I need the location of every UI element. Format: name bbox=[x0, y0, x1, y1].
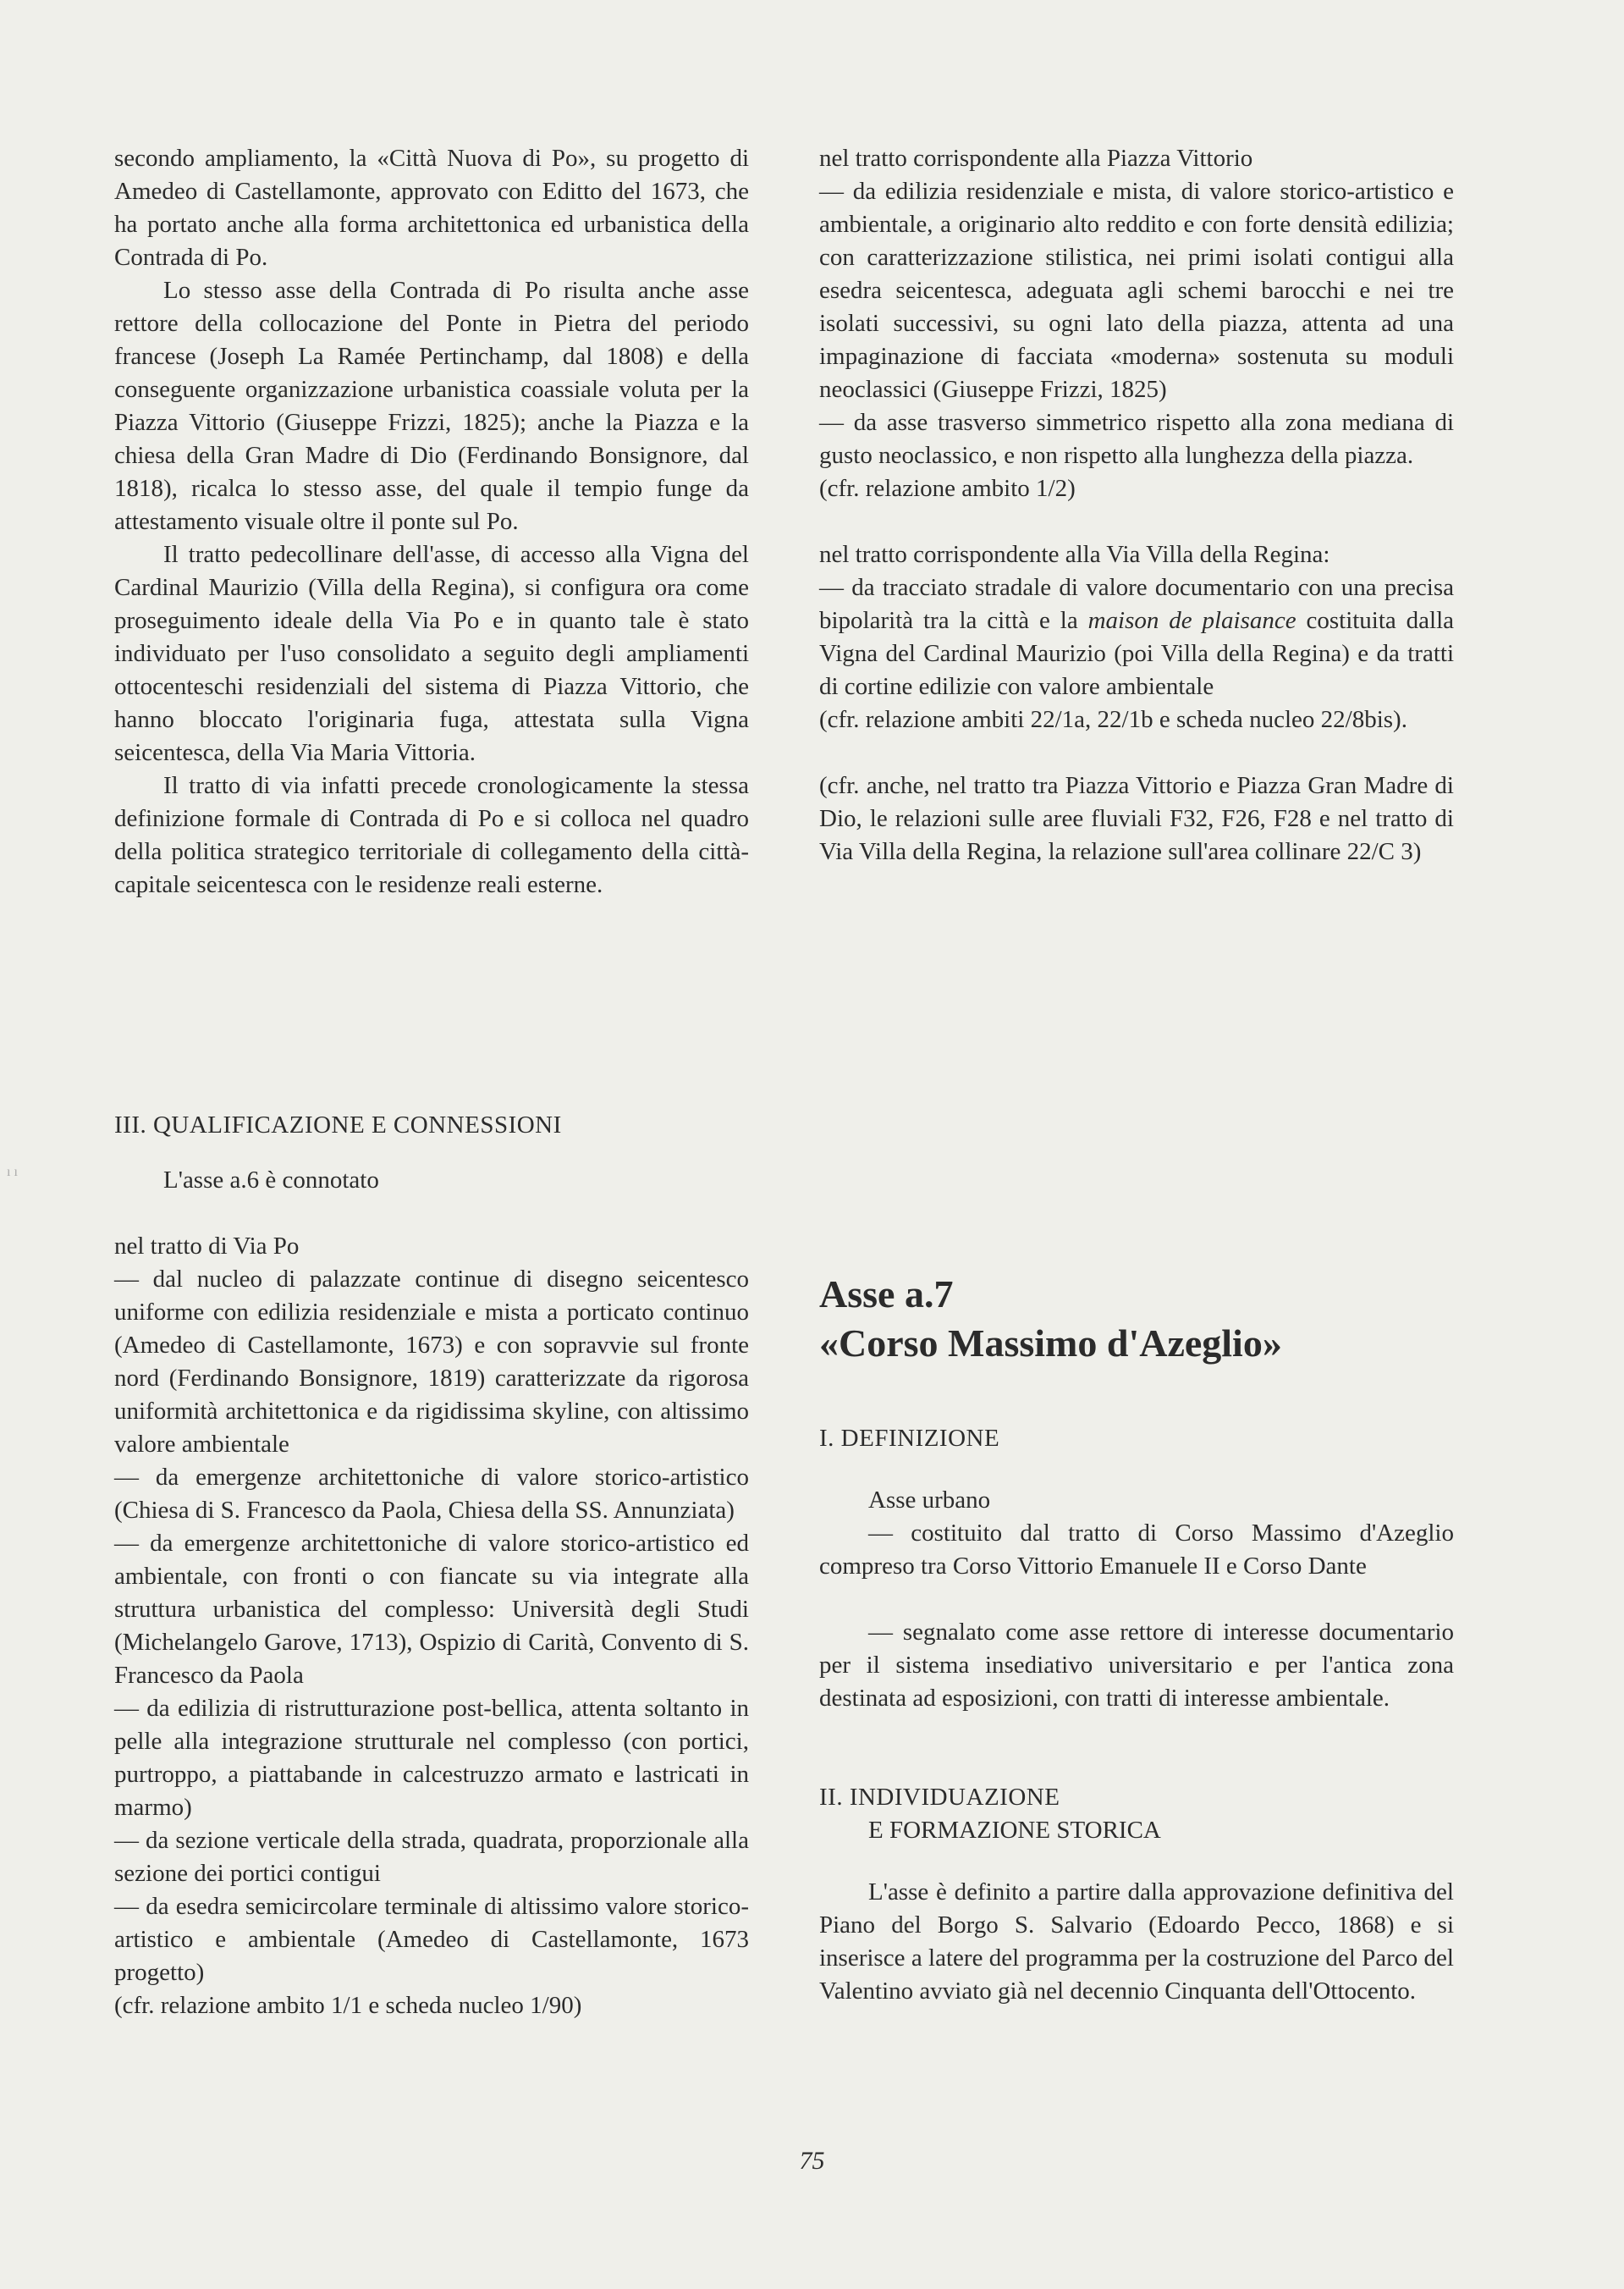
reference: (cfr. relazione ambiti 22/1a, 22/1b e scheda nucleo 22/8bis). bbox=[819, 706, 1407, 733]
paragraph: Lo stesso asse della Contrada di Po risulta anche asse rettore della collocazione del Ponte in Pietra del periodo francese (Joseph La Ramée Pertinchamp, dal 1808) e della conseguente organizzazione urbanistica coassiale voluta per la Piazza Vittorio (Giuseppe Frizzi, 1825); anche la Piazza e la chiesa della Gran Madre di Dio (Ferdinando Bonsignore, dal 1818), ricalca lo stesso asse, del quale il tempio funge da attestamento visuale oltre il ponte sul Po. bbox=[114, 277, 749, 535]
paragraph: L'asse è definito a partire dalla approvazione definitiva del Piano del Borgo S. Salvario (Edoardo Pecco, 1868) e si inserisce a latere del programma per la costruzione del Parco del Valentino avviato già nel decennio Cinquanta dell'Ottocento. bbox=[819, 1878, 1454, 2005]
list-item: — segnalato come asse rettore di interesse documentario per il sistema insediativo universitario e per l'antica zona destinata ad esposizioni, con tratti di interesse ambientale. bbox=[819, 1619, 1454, 1712]
right-column-bottom bbox=[819, 1270, 1454, 2008]
section-lead: nel tratto corrispondente alla Piazza Vittorio bbox=[819, 145, 1253, 172]
scan-edge-mark: ı ı bbox=[7, 1165, 18, 1179]
list-item: — da esedra semicircolare terminale di altissimo valore storico-artistico e ambientale (Amedeo di Castellamonte, 1673 progetto) bbox=[114, 1893, 749, 1986]
article-subtitle: «Corso Massimo d'Azeglio» bbox=[819, 1321, 1282, 1365]
section-intro: L'asse a.6 è connotato bbox=[163, 1167, 379, 1194]
left-column-bottom bbox=[114, 1109, 749, 2022]
section-heading: II. INDIVIDUAZIONE bbox=[819, 1784, 1060, 1811]
list-item: — da edilizia di ristrutturazione post-bellica, attenta soltanto in pelle alla integrazione strutturale nel complesso (con portici, purtroppo, a piattabande in calcestruzzo armato e lastricati in marmo) bbox=[114, 1695, 749, 1821]
left-column-top bbox=[114, 142, 749, 902]
list-item: — da edilizia residenziale e mista, di valore storico-artistico e ambientale, a originario alto reddito e con forte densità edilizia; con caratterizzazione stilistica, nei primi isolati contigui alla esedra seicentesca, adeguata agli schemi barocchi e nei tre isolati successivi, su ogni lato della piazza, attenta ad una impaginazione di facciata «moderna» sostenuta su moduli neoclassici (Giuseppe Frizzi, 1825) bbox=[819, 178, 1454, 403]
list-item: — da emergenze architettoniche di valore storico-artistico ed ambientale, con fronti o con fiancate su via integrate alla struttura urbanistica del complesso: Università degli Studi (Michelangelo Garove, 1713), Ospizio di Carità, Convento di S. Francesco da Paola bbox=[114, 1530, 749, 1689]
article-title: Asse a.7 bbox=[819, 1272, 954, 1315]
right-column-top bbox=[819, 142, 1454, 869]
list-item bbox=[819, 571, 1454, 703]
section-heading: III. QUALIFICAZIONE E CONNESSIONI bbox=[114, 1111, 562, 1139]
reference: (cfr. relazione ambito 1/1 e scheda nucleo 1/90) bbox=[114, 1992, 582, 2019]
list-item: — dal nucleo di palazzate continue di disegno seicentesco uniforme con edilizia residenziale e mista a porticato continuo (Amedeo di Castellamonte, 1673) e con sopravvie sul fronte nord (Ferdinando Bonsignore, 1819) caratterizzate da rigorosa uniformità architettonica e da rigidissima skyline, con altissimo valore ambientale bbox=[114, 1266, 749, 1458]
paragraph: Il tratto di via infatti precede cronologicamente la stessa definizione formale di Contrada di Po e si colloca nel quadro della politica strategico territoriale di collegamento della città-capitale seicentesca con le residenze reali esterne. bbox=[114, 772, 749, 898]
reference: (cfr. relazione ambito 1/2) bbox=[819, 475, 1076, 502]
section-intro: Asse urbano bbox=[868, 1486, 991, 1514]
list-item: — costituito dal tratto di Corso Massimo d'Azeglio compreso tra Corso Vittorio Emanuele II e Corso Dante bbox=[819, 1520, 1454, 1580]
paragraph: Il tratto pedecollinare dell'asse, di accesso alla Vigna del Cardinal Maurizio (Villa della Regina), si configura ora come proseguimento ideale della Via Po e in quanto tale è stato individuato per l'uso consolidato a seguito degli ampliamenti ottocenteschi residenziali del sistema di Piazza Vittorio, che hanno bloccato l'originaria fuga, attestata sulla Vigna seicentesca, della Via Maria Vittoria. bbox=[114, 541, 749, 766]
section-lead: nel tratto corrispondente alla Via Villa della Regina: bbox=[819, 541, 1330, 568]
list-item-text: costituita dalla Vigna del Cardinal Maurizio (poi Villa della Regina) e da tratti di cortine edilizie con valore ambientale bbox=[819, 607, 1455, 700]
section-lead: nel tratto di Via Po bbox=[114, 1233, 300, 1260]
reference: (cfr. anche, nel tratto tra Piazza Vittorio e Piazza Gran Madre di Dio, le relazioni sulle aree fluviali F32, F26, F28 e nel tratto di Via Villa della Regina, la relazione sull'area collinare 22/C 3) bbox=[819, 772, 1454, 865]
italic-term: maison de plaisance bbox=[1087, 607, 1296, 634]
list-item: — da sezione verticale della strada, quadrata, proporzionale alla sezione dei portici contigui bbox=[114, 1827, 749, 1887]
paragraph: secondo ampliamento, la «Città Nuova di Po», su progetto di Amedeo di Castellamonte, approvato con Editto del 1673, che ha portato anche alla forma architettonica ed urbanistica della Contrada di Po. bbox=[114, 145, 749, 271]
page-number: 75 bbox=[799, 2147, 825, 2175]
list-item: — da emergenze architettoniche di valore storico-artistico (Chiesa di S. Francesco da Paola, Chiesa della SS. Annunziata) bbox=[114, 1464, 749, 1524]
section-heading-cont: E FORMAZIONE STORICA bbox=[868, 1817, 1161, 1844]
list-item-text: — da tracciato stradale di valore documentario con una precisa bipolarità tra la città e la bbox=[819, 574, 1454, 634]
list-item: — da asse trasverso simmetrico rispetto alla zona mediana di gusto neoclassico, e non rispetto alla lunghezza della piazza. bbox=[819, 409, 1454, 469]
section-heading: I. DEFINIZIONE bbox=[819, 1425, 1000, 1452]
